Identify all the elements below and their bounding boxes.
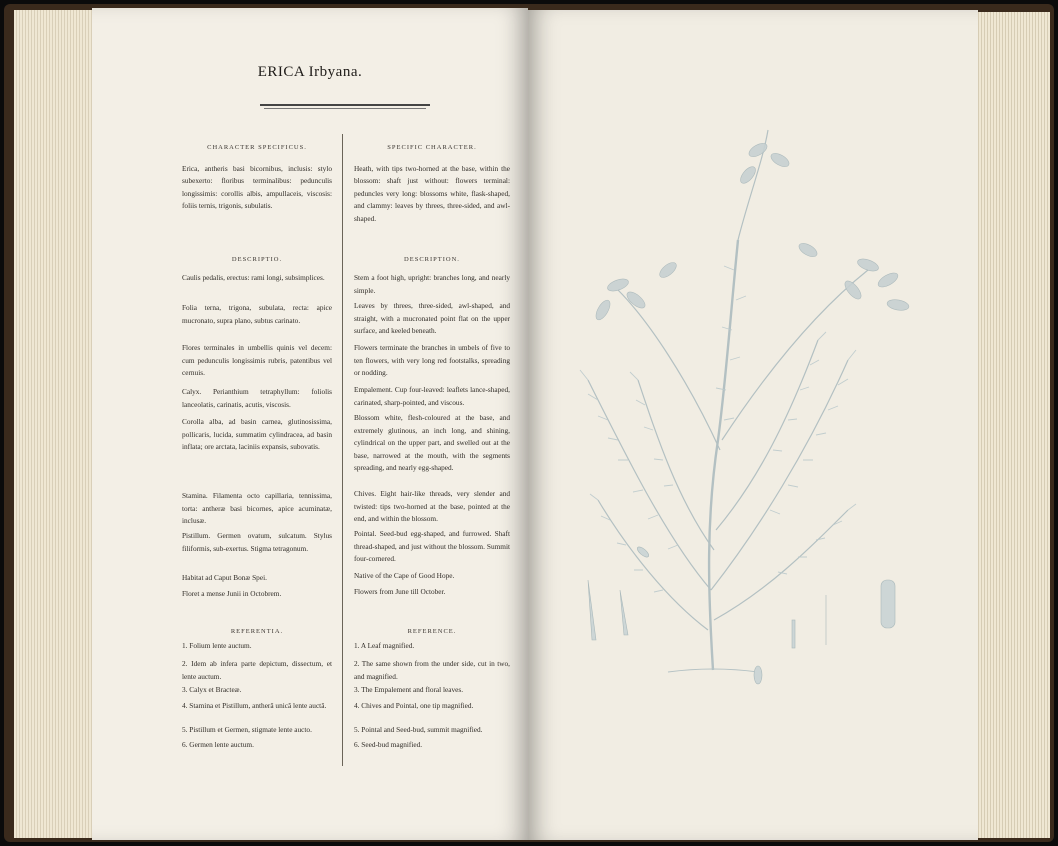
paragraph: Native of the Cape of Good Hope. [354, 571, 455, 580]
descriptio-p8 [182, 588, 332, 601]
character-english-text: Heath, with tips two-horned at the base, within the blossom: shaft just without: flowers terminal: peduncles very long: blossoms white, flask-shaped, and clammy: leaves by threes, three-sided, and awl-shaped. [354, 163, 510, 223]
referentia-0 [182, 640, 332, 653]
heading: CHARACTER SPECIFICUS. [207, 144, 307, 151]
character-latin-text: Erica, antheris basi bicornibus, inclusis: stylo subexerto: floribus terminalibus: pedunculis longissimis: corollis albis, ampullaceis, viscosis: foliis ternis, trigonis, subulatis. [182, 163, 332, 211]
heading: REFERENCE. [407, 628, 457, 635]
paragraph: Leaves by threes, three-sided, awl-shaped, and straight, with a mucronated point flat on the upper surface, and keeled beneath. [354, 301, 510, 336]
reference-item: 3. Calyx et Bracteæ. [182, 685, 242, 694]
description-p8 [354, 586, 510, 599]
right-page-edges [976, 12, 1050, 838]
right-page [528, 10, 978, 840]
paragraph: Folia terna, trigona, subulata, recta: apice mucronato, supra plano, subtus carinato. [182, 303, 332, 325]
reference-5 [354, 739, 510, 752]
descriptio-p7 [182, 572, 332, 585]
referentia-5 [182, 739, 332, 752]
detail-figures [588, 545, 895, 684]
descriptio-p6 [182, 530, 332, 555]
reference-item: 1. Folium lente auctum. [182, 641, 252, 650]
reference-item: 1. A Leaf magnified. [354, 641, 415, 650]
description-p7 [354, 570, 510, 583]
referentia-4 [182, 724, 332, 737]
title-rule [260, 104, 430, 106]
descriptio-p1 [182, 302, 332, 327]
paragraph: Stamina. Filamenta octo capillaria, tennissima, torta: antheræ basi bicornes, apice acuminatæ, inclusæ. [182, 491, 332, 526]
reference-0 [354, 640, 510, 653]
description-p1 [354, 300, 510, 338]
paragraph: Stem a foot high, upright: branches long, and nearly simple. [354, 273, 510, 295]
paragraph: Chives. Eight hair-like threads, very slender and twisted: tips two-horned at the base, pointed at the end, and within the blossom. [354, 489, 510, 524]
paragraph: Habitat ad Caput Bonæ Spei. [182, 573, 267, 582]
heading: SPECIFIC CHARACTER. [387, 144, 477, 151]
description-p0 [354, 272, 510, 297]
descriptio-p3 [182, 386, 332, 411]
reference-item: 5. Pistillum et Germen, stigmate lente aucto. [182, 725, 312, 734]
plant-illustration [548, 120, 958, 690]
reference-item: 4. Chives and Pointal, one tip magnified. [354, 701, 474, 710]
paragraph: Corolla alba, ad basin carnea, glutinosissima, pollicaris, lucida, summatim cylindracea, ad basin inflata; ore arctata, laciniis expansis, subovatis. [182, 417, 332, 452]
paragraph: Flores terminales in umbellis quinis vel decem: cum pedunculis longissimis rubris, patentibus vel cernuis. [182, 343, 332, 378]
paragraph: Empalement. Cup four-leaved: leaflets lance-shaped, carinated, sharp-pointed, and viscous. [354, 385, 510, 407]
reference-item: 2. Idem ab infera parte depictum, dissectum, et lente auctum. [182, 659, 332, 681]
page-title: ERICA Irbyana. [257, 64, 363, 80]
description-p3 [354, 384, 510, 409]
reference-item: 6. Germen lente auctum. [182, 740, 254, 749]
reference-4 [354, 724, 510, 737]
descriptio-p2 [182, 342, 332, 380]
heading: REFERENTIA. [230, 628, 284, 635]
reference-item: 5. Pointal and Seed-bud, summit magnified. [354, 725, 483, 734]
paragraph: Floret a mense Junii in Octobrem. [182, 589, 282, 598]
reference-item: 6. Seed-bud magnified. [354, 740, 423, 749]
reference-3 [354, 700, 510, 713]
heading: DESCRIPTION. [404, 256, 460, 263]
description-p4 [354, 412, 510, 475]
descriptio-p0 [182, 272, 332, 285]
description-p6 [354, 528, 510, 566]
paragraph: Flowers from June till October. [354, 587, 446, 596]
reference-item: 2. The same shown from the under side, cut in two, and magnified. [354, 659, 510, 681]
heading: DESCRIPTIO. [231, 256, 283, 263]
reference-2 [354, 684, 510, 697]
title-rule-thin [264, 108, 426, 109]
descriptio-p4 [182, 416, 332, 454]
column-divider [342, 134, 343, 766]
ground-line [668, 669, 758, 672]
paragraph: Blossom white, flesh-coloured at the base, and extremely glutinous, an inch long, and shining, cylindrical on the upper part, and swelled out at the base, narrowed at the mouth, with the segments spreading, and nearly egg-shaped. [354, 413, 510, 473]
reference-item: 4. Stamina et Pistillum, antherâ unicâ lente auctâ. [182, 701, 327, 710]
reference-1 [354, 658, 510, 683]
referentia-2 [182, 684, 332, 697]
paragraph: Flowers terminate the branches in umbels of five to ten flowers, with very long red footstalks, spreading or nodding. [354, 343, 510, 378]
referentia-3 [182, 700, 332, 713]
description-p2 [354, 342, 510, 380]
paragraph: Pistillum. Germen ovatum, sulcatum. Stylus filiformis, sub-exertus. Stigma tetragonum. [182, 531, 332, 553]
descriptio-p5 [182, 490, 332, 528]
description-p5 [354, 488, 510, 526]
referentia-1 [182, 658, 332, 683]
left-page [92, 8, 528, 840]
paragraph: Pointal. Seed-bud egg-shaped, and furrowed. Shaft thread-shaped, and just without the blossom. Summit four-cornered. [354, 529, 510, 564]
character-latin [182, 142, 332, 213]
main-stem [709, 240, 738, 670]
left-page-edges [14, 10, 98, 838]
paragraph: Caulis pedalis, erectus: rami longi, subsimplices. [182, 273, 325, 282]
paragraph: Calyx. Perianthium tetraphyllum: foliolis lanceolatis, carinatis, acutis, viscosis. [182, 387, 332, 409]
character-english [354, 142, 510, 226]
reference-item: 3. The Empalement and floral leaves. [354, 685, 464, 694]
